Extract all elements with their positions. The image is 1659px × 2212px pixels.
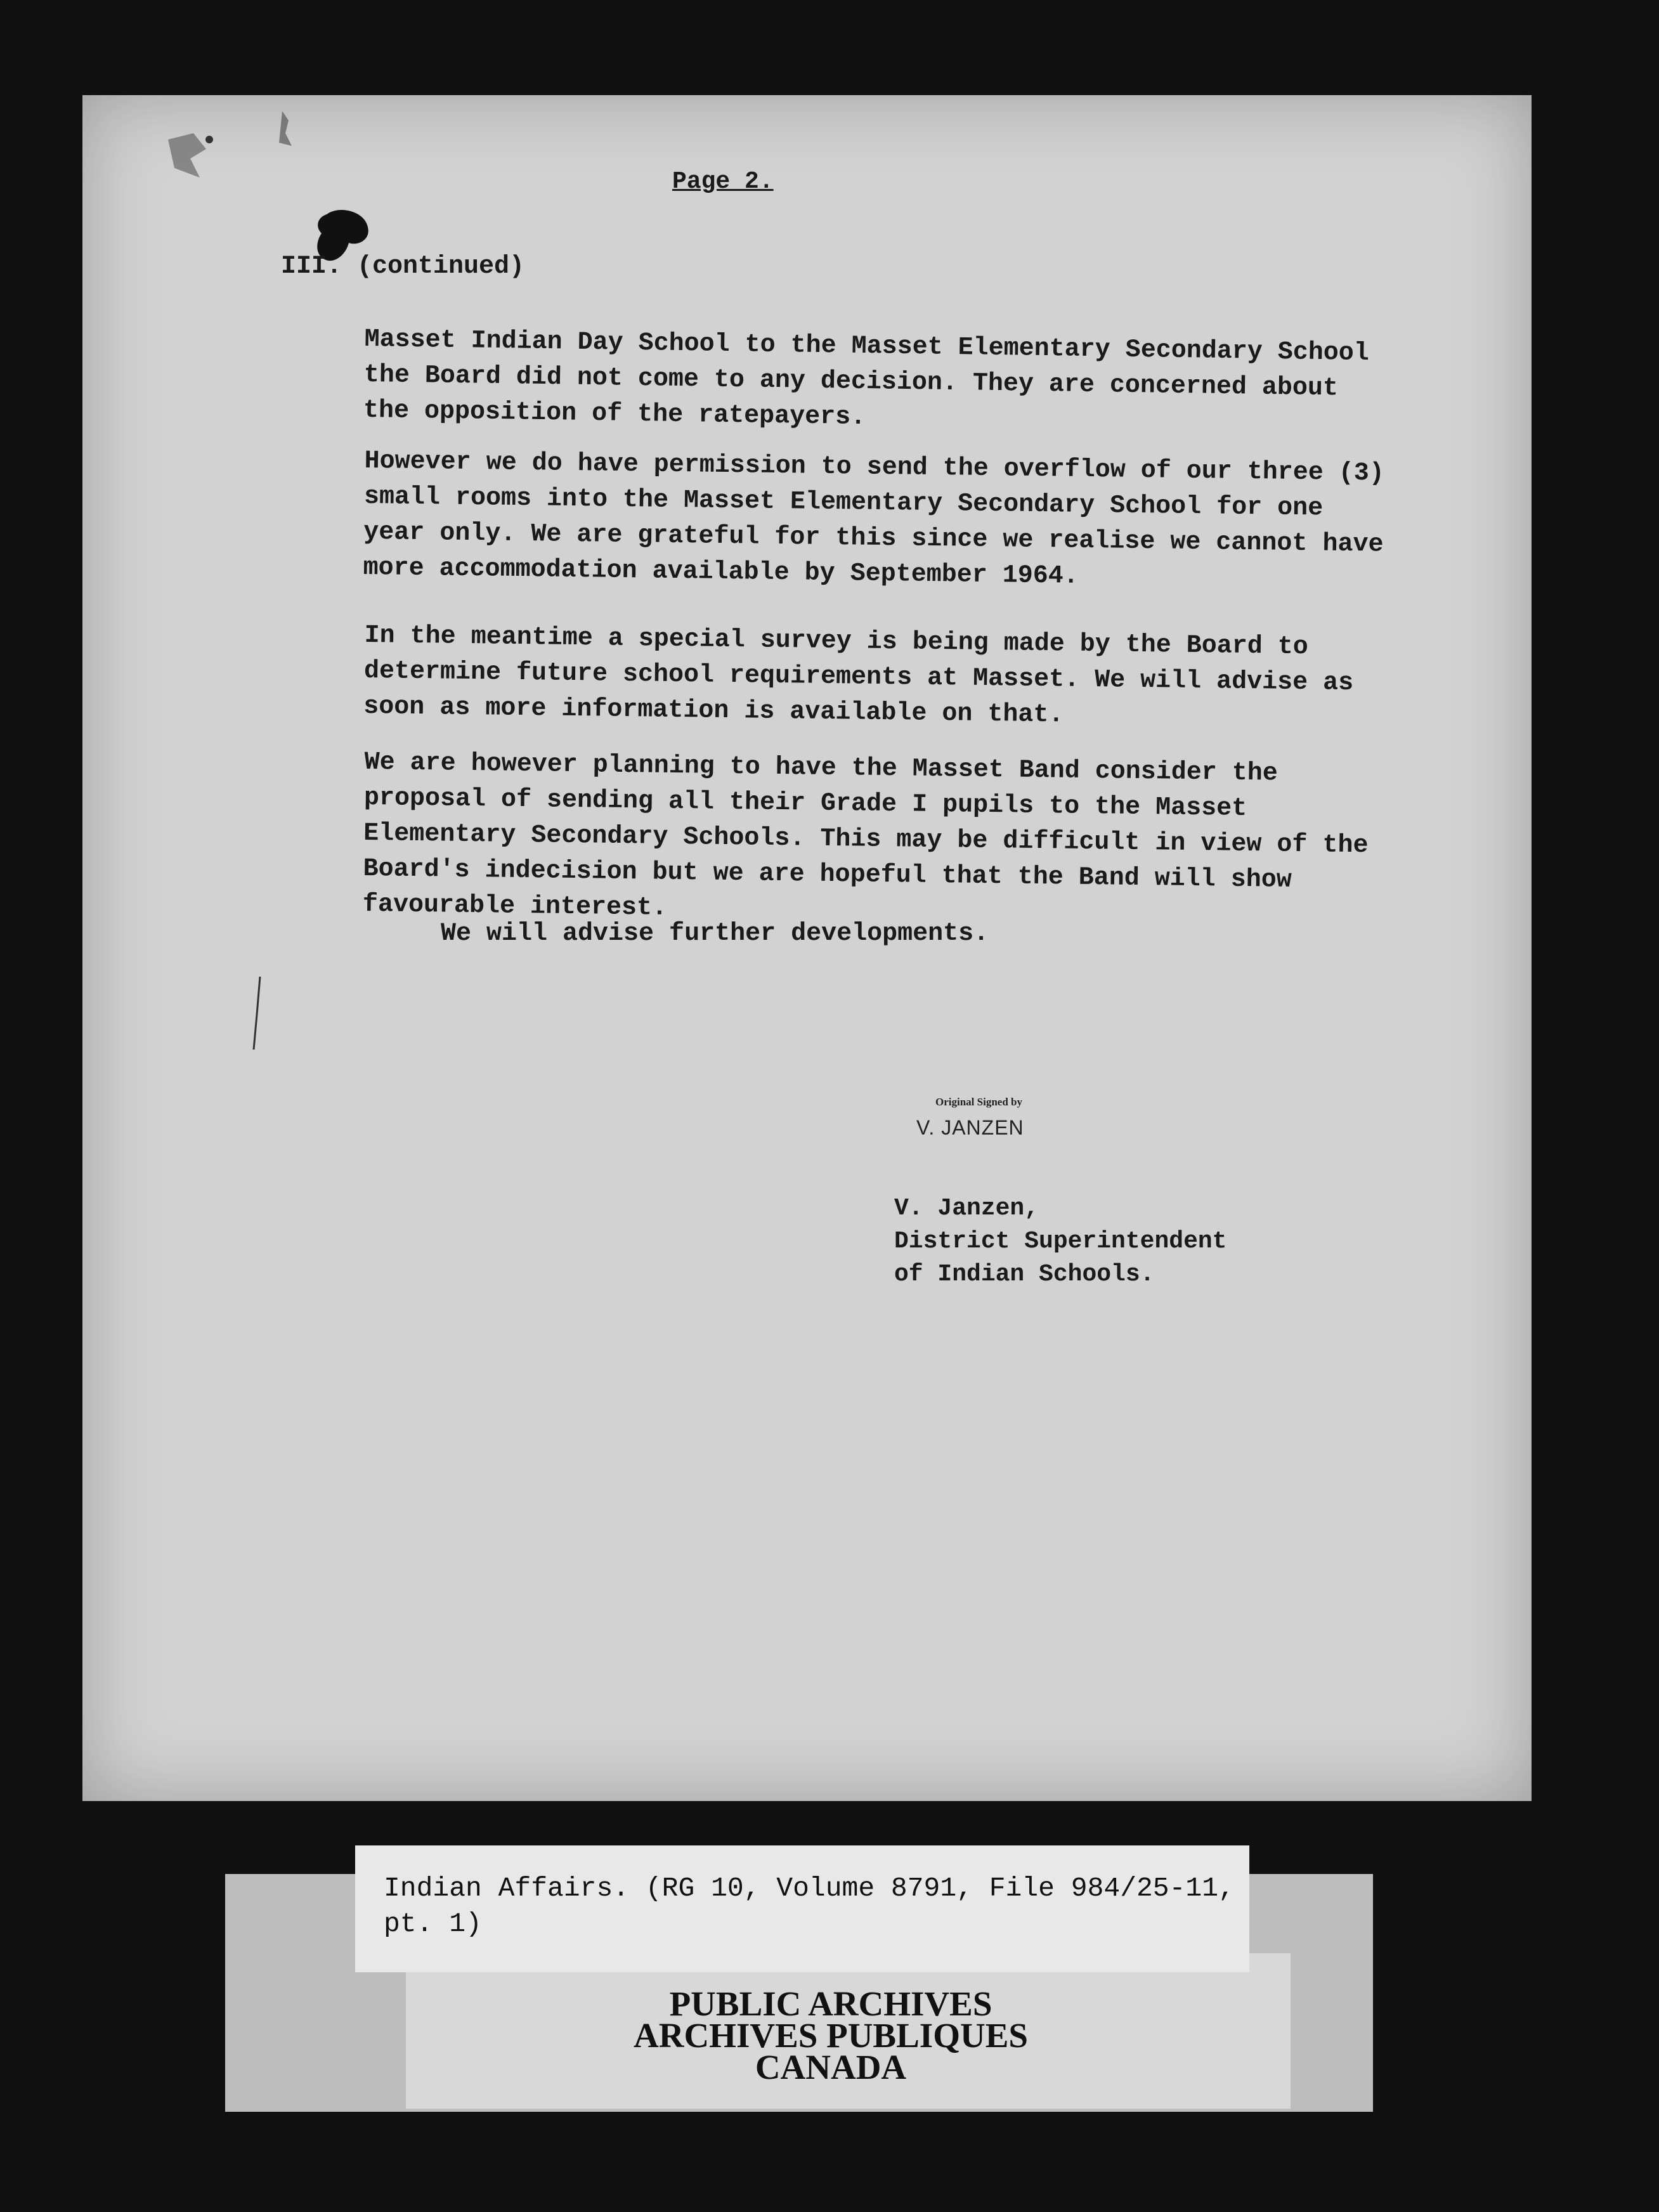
paragraph-4: We are however planning to have the Masset Band consider the proposal of sending all their Grade I pupils to the Masset Elementary Secondary Schools. This may be difficult in view of the Board's indecision but we are hopeful that the Band will show favourable interest. [362,748,1369,923]
signer-name: V. Janzen, [894,1195,1039,1222]
public-archives-stamp [609,1984,1053,2086]
signer-org: of Indian Schools. [894,1261,1155,1288]
archive-stamp-line-1: PUBLIC ARCHIVES [669,1984,992,2023]
page-heading: Page 2. [672,168,774,195]
paragraph-2: However we do have permission to send the overflow of our three (3) small rooms into the Masset Elementary Secondary School for one year only. We are grateful for this since we realise we cannot have more accommodation available by September 1964. [363,446,1385,591]
paper-damage-mark [155,120,238,190]
paragraph-5: We will advise further developments. [441,920,989,948]
section-label: III. (continued) [281,252,525,281]
archive-reference-text: Indian Affairs. (RG 10, Volume 8791, File 984/25-11, pt. 1) [384,1873,1235,1939]
archive-stamp-line-3: CANADA [755,2048,907,2086]
original-signed-label: Original Signed by [935,1096,1022,1108]
paragraph-3: In the meantime a special survey is being made by the Board to determine future school requirements at Masset. We will advise as soon as more information is available on that. [363,621,1354,730]
paper-damage-mark-2 [270,108,301,152]
signature-block [894,1192,1227,1291]
paragraph-1: Masset Indian Day School to the Masset Elementary Secondary School the Board did not come to any decision. They are concerned about the opposition of the ratepayers. [363,325,1370,433]
signer-title: District Superintendent [894,1228,1227,1255]
signed-name-stamp: V. JANZEN [916,1116,1024,1139]
pen-mark [247,977,266,1053]
archive-reference-label [355,1845,1249,1972]
archive-stamp-line-2: ARCHIVES PUBLIQUES [634,2016,1028,2055]
